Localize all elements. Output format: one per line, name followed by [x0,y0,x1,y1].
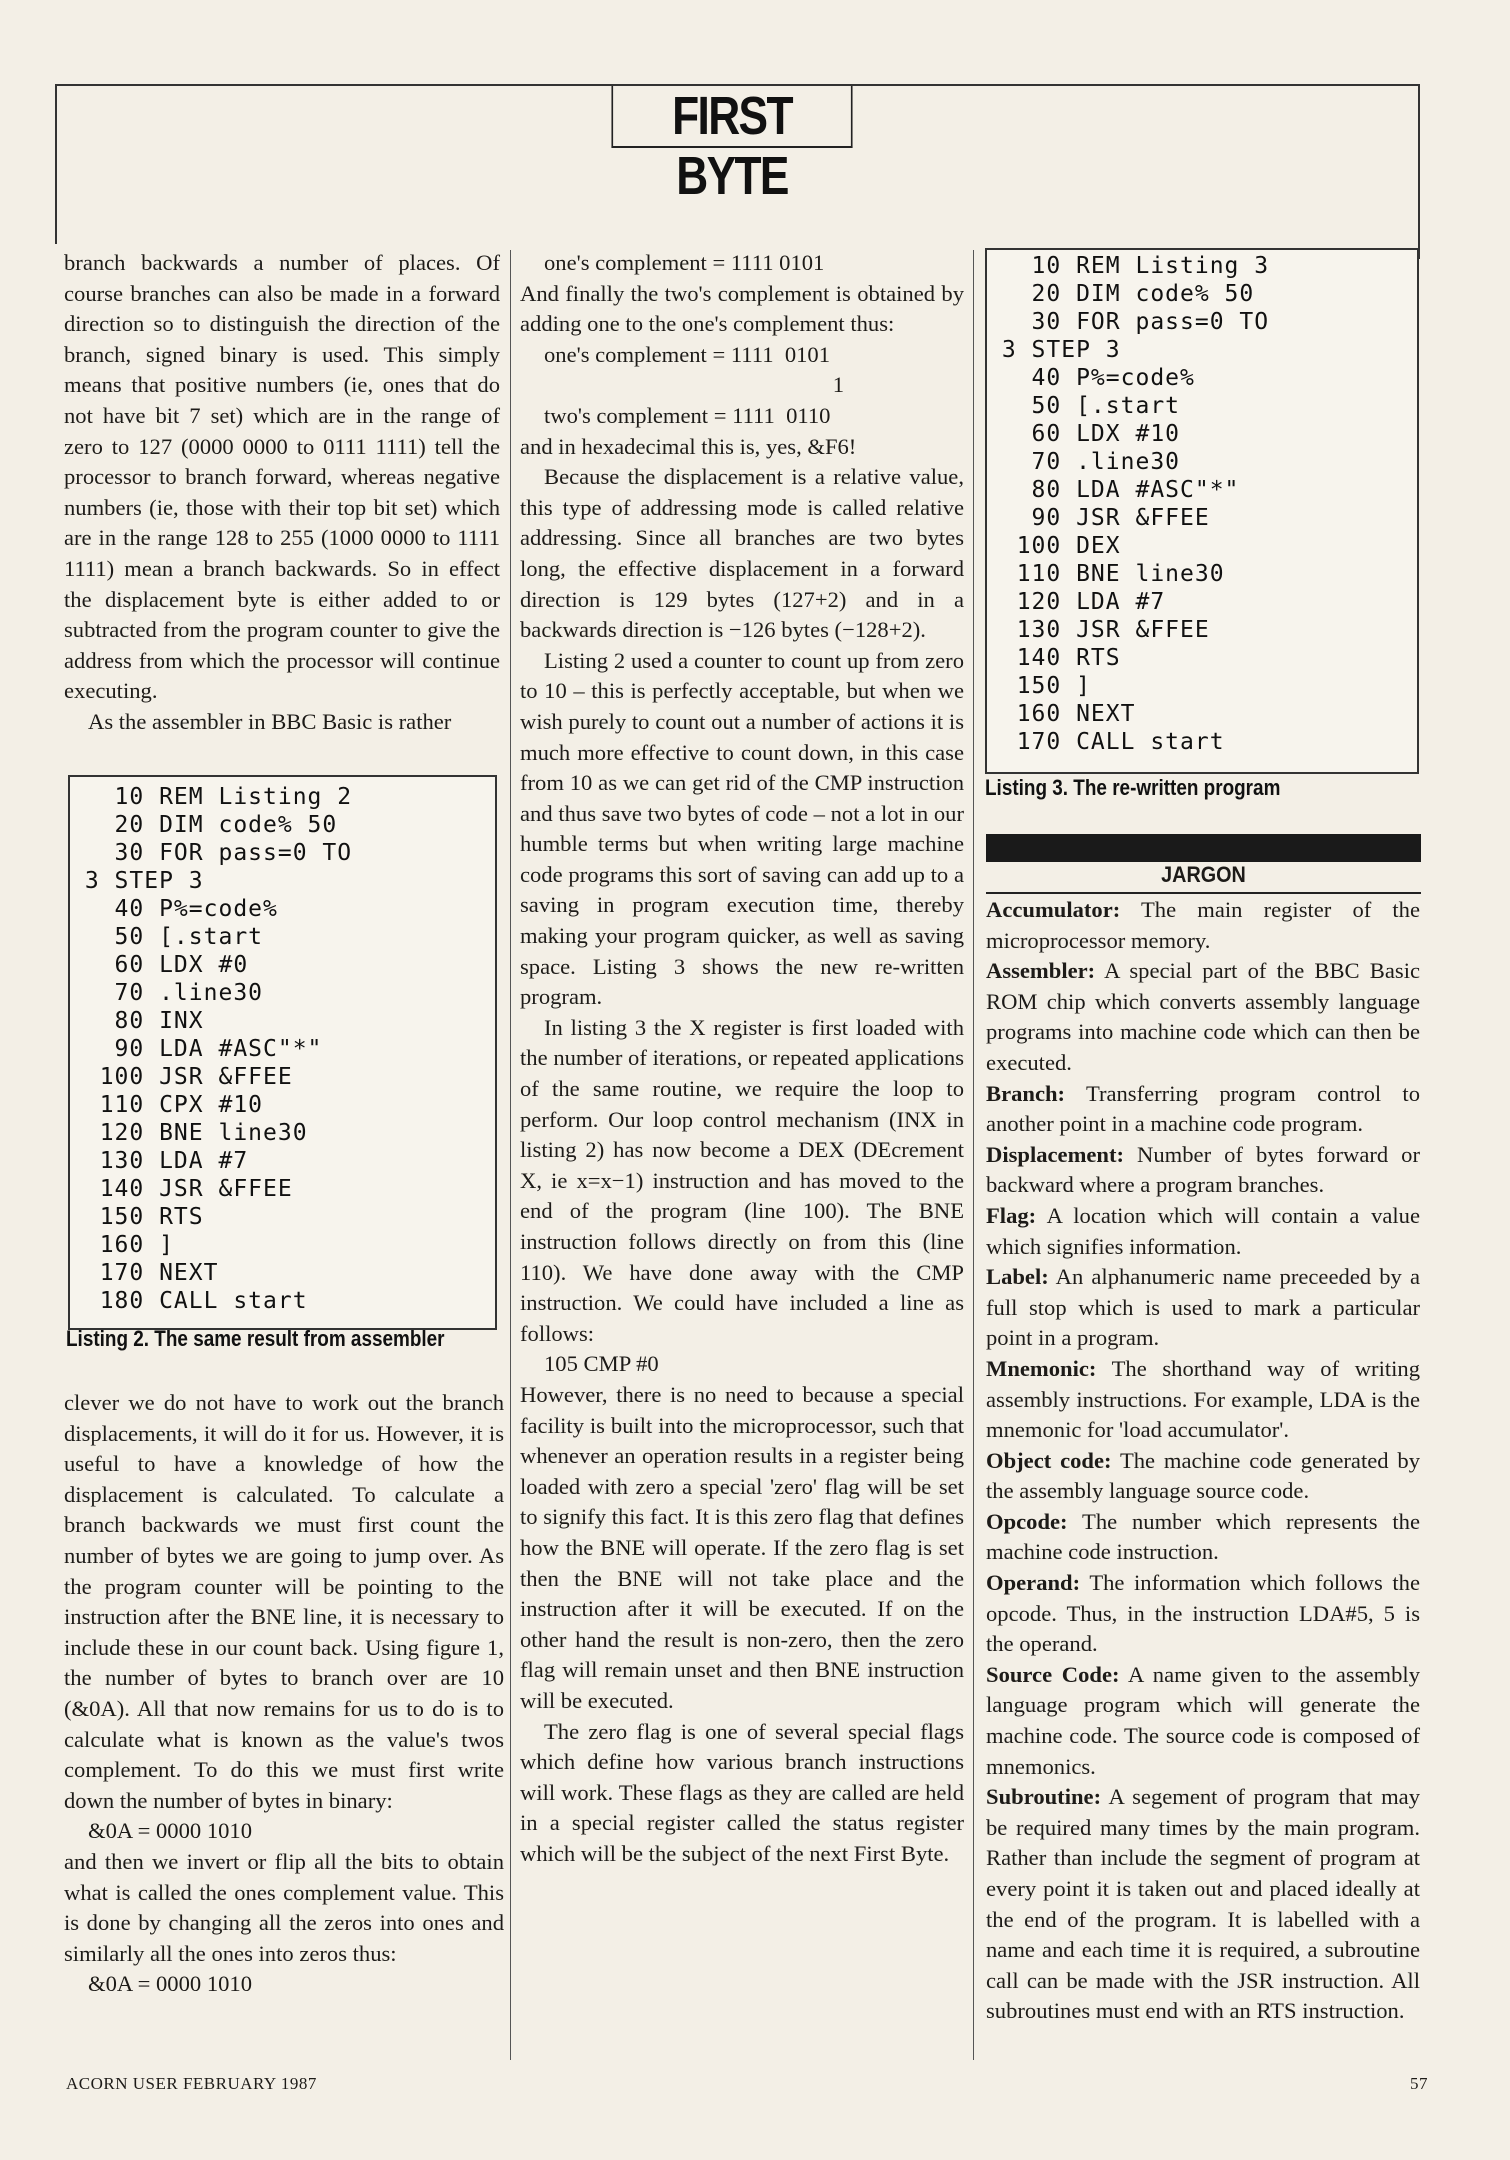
paragraph: branch backwards a number of places. Of course branches can also be made in a forward direction so to distinguish the direction of the branch, signed binary is used. This simply means that positive numbers (ie, ones that do not have bit 7 set) which are in the range of zero to 127 (0000 0000 to 0111 1111) tell the processor to branch forward, whereas negative numbers (ie, those with their top bit set) which are in the range 128 to 255 (1000 0000 to 1111 1111) mean a branch backwards. So in effect the displacement byte is either added to or subtracted from the program counter to give the address from which the processor will continue executing. [64,250,500,704]
code-line: 100 JSR &FFEE [70,1064,293,1090]
code-line: 110 CPX #10 [70,1092,264,1118]
code-line: 80 INX [70,1008,204,1034]
code-line: 20 DIM code% 50 [987,281,1255,307]
code-line: 40 P%=code% [987,365,1195,391]
code-line: 3 STEP 3 [987,337,1121,363]
glossary-term: Mnemonic: [986,1355,1097,1381]
paragraph: clever we do not have to work out the branch displacements, it will do it for us. However, it is useful to have a knowledge of how the displacement is calculated. To calculate a branch backwards we must first count the number of bytes we are going to jump over. As the program counter will be pointing to the instruction after the BNE line, it is necessary to include these in our count back. Using figure 1, the number of bytes to branch over are 10 (&0A). All that now remains for us to do is to calculate what is known as the value's twos complement. To do this we must first write down the number of bytes in binary: [64,1390,504,1813]
jargon-header-bar [986,834,1421,862]
listing-3-caption: Listing 3. The re-written program [985,775,1281,800]
code-line: 90 JSR &FFEE [987,505,1210,531]
code-line: 160 NEXT [987,701,1136,727]
glossary-definition: An alphanumeric name preceeded by a full stop which is used to mark a particular point in a program. [986,1264,1420,1351]
paragraph: However, there is no need to because a special facility is built into the microprocessor, such that whenever an operation results in a register being loaded with zero a special 'zero' flag will be set to signify this fact. It is this zero flag that defines how the BNE will operate. If the zero flag is set then the BNE will not take place and the instruction after it will be executed. If on the other hand the result is non-zero, then the zero flag will remain unset and then BNE instruction will be executed. [520,1381,964,1713]
column-2 [520,248,964,1869]
glossary-entry [986,1568,1420,1660]
header-rule-right [1418,84,1420,259]
code-line: 150 RTS [70,1204,204,1230]
glossary-term: Assembler: [986,958,1096,984]
jargon-rule [986,892,1421,894]
code-line: 130 JSR &FFEE [987,617,1210,643]
glossary-definition: Transferring program control to another point in a machine code program. [986,1080,1420,1137]
glossary-entry [986,895,1420,956]
paragraph: As the assembler in BBC Basic is rather [88,708,452,734]
footer-publication: ACORN USER FEBRUARY 1987 [66,2074,317,2093]
glossary-term: Subroutine: [986,1784,1102,1810]
glossary-entry [986,1507,1420,1568]
glossary-definition: The information which follows the opcode. Thus, in the instruction LDA#5, 5 is the operand. [986,1570,1420,1657]
column-divider [510,250,511,2060]
listing-3-code [985,248,1419,774]
paragraph: Because the displacement is a relative value, this type of addressing mode is called relative addressing. Since all branches are two bytes long, the effective displacement in a forward direction is 129 bytes (127+2) and in a backwards direction is −126 bytes (−128+2). [520,464,964,643]
section-banner: FIRST BYTE [611,86,852,148]
glossary-entry [986,1354,1420,1446]
code-line: 20 DIM code% 50 [70,812,338,838]
code-line: 140 JSR &FFEE [70,1176,293,1202]
column-1-top [64,248,500,738]
glossary-term: Label: [986,1264,1049,1290]
code-line: 110 BNE line30 [987,561,1225,587]
glossary-term: Accumulator: [986,897,1121,922]
glossary-entry [986,1079,1420,1140]
listing-2-caption: Listing 2. The same result from assembler [66,1326,445,1351]
equation: one's complement = 1111 0101 [544,250,825,275]
jargon-glossary [986,895,1420,2027]
code-line: 140 RTS [987,645,1121,671]
paragraph: and in hexadecimal this is, yes, &F6! [520,433,857,459]
code-line: 170 NEXT [70,1260,219,1286]
glossary-term: Source Code: [986,1661,1120,1687]
glossary-definition: A special part of the BBC Basic ROM chip which converts assembly language programs into machine code which can then be executed. [986,958,1420,1075]
paragraph: And finally the two's complement is obtained by adding one to the one's complement thus: [520,280,964,337]
paragraph: and then we invert or flip all the bits to obtain what is called the ones complement value. This is done by changing all the zeros into ones and similarly all the ones into zeros thus: [64,1848,504,1966]
code-example: 105 CMP #0 [544,1351,659,1377]
glossary-definition: A name given to the assembly language program which will generate the machine code. The source code is composed of mnemonics. [986,1661,1420,1779]
code-line: 130 LDA #7 [70,1148,249,1174]
code-line: 60 LDX #0 [70,952,249,978]
glossary-term: Displacement: [986,1141,1125,1167]
glossary-term: Branch: [986,1080,1066,1106]
glossary-definition: Number of bytes forward or backward where a program branches. [986,1141,1420,1198]
glossary-entry [986,1201,1420,1262]
code-line: 120 LDA #7 [987,589,1166,615]
equation: one's complement = 1111 0101 [544,341,831,367]
code-line: 70 .line30 [70,980,264,1006]
code-line: 150 ] [987,673,1091,699]
code-line: 60 LDX #10 [987,421,1181,447]
code-line: 10 REM Listing 2 [70,784,353,810]
paragraph: In listing 3 the X register is first loaded with the number of iterations, or repeated applications of the same routine, we require the loop to perform. Our loop control mechanism (INX in listing 2) has now become a DEX (DEcrement X, ie x=x−1) instruction and has moved to the end of the program (line 100). The BNE instruction follows directly on from this (line 110). We have done away with the CMP instruction. We could have included a line as follows: [520,1014,964,1346]
glossary-entry [986,1446,1420,1507]
code-line: 100 DEX [987,533,1121,559]
glossary-term: Object code: [986,1447,1112,1473]
glossary-entry [986,1660,1420,1782]
glossary-definition: A segement of program that may be required many times by the main program. Rather than include the segment of program at every point it is taken out and placed ideally at the end of the program. It is labelled with a name and each time it is required, a subroutine call can be made with the JSR instruction. All subroutines must end with an RTS instruction. [986,1784,1420,2024]
code-line: 10 REM Listing 3 [987,253,1270,279]
header-rule-left [55,84,57,244]
code-line: 120 BNE line30 [70,1120,308,1146]
code-line: 70 .line30 [987,449,1181,475]
equation: two's complement = 1111 0110 [544,402,831,428]
column-1-bottom [64,1388,504,2000]
code-line: 40 P%=code% [70,896,278,922]
equation: &0A = 0000 1010 [88,1818,253,1844]
equation: &0A = 0000 1010 [88,1971,253,1997]
glossary-entry [986,956,1420,1078]
column-divider [973,250,974,2060]
glossary-definition: A location which will contain a value which signifies information. [986,1202,1420,1259]
listing-2-code [68,775,497,1330]
code-line: 50 [.start [987,393,1181,419]
equation-carry: 1 [832,372,844,398]
glossary-entry [986,1782,1420,2027]
code-line: 3 STEP 3 [70,868,204,894]
code-line: 30 FOR pass=0 TO [987,309,1270,335]
code-line: 30 FOR pass=0 TO [70,840,353,866]
code-line: 50 [.start [70,924,264,950]
glossary-entry [986,1262,1420,1354]
paragraph: Listing 2 used a counter to count up from zero to 10 – this is perfectly acceptable, but when we wish purely to count out a number of actions it is much more effective to count down, in this case from 10 as we can get rid of the CMP instruction and thus save two bytes of code – not a lot in our humble terms but when writing large machine code programs this sort of saving can add up to a saving in program execution time, thereby making your program quicker, as well as saving space. Listing 3 shows the new re-written program. [520,647,964,1010]
code-line: 160 ] [70,1232,174,1258]
glossary-term: Operand: [986,1570,1081,1596]
glossary-definition: The shorthand way of writing assembly instructions. For example, LDA is the mnemonic for 'load accumulator'. [986,1355,1420,1443]
code-line: 170 CALL start [987,729,1225,755]
glossary-term: Opcode: [986,1508,1068,1534]
glossary-definition: The main register of the microprocessor memory. [986,897,1420,953]
code-line: 180 CALL start [70,1288,308,1314]
code-line: 90 LDA #ASC"*" [70,1036,323,1062]
glossary-definition: The machine code generated by the assembly language source code. [986,1447,1420,1504]
glossary-term: Flag: [986,1202,1037,1228]
code-line: 80 LDA #ASC"*" [987,477,1240,503]
footer-page-number: 57 [1410,2074,1428,2093]
glossary-definition: The number which represents the machine code instruction. [986,1508,1420,1565]
jargon-title: JARGON [1161,862,1246,887]
paragraph: The zero flag is one of several special flags which define how various branch instructions will work. These flags as they are called are held in a special register called the status register which will be the subject of the next First Byte. [520,1718,964,1866]
glossary-entry [986,1140,1420,1201]
